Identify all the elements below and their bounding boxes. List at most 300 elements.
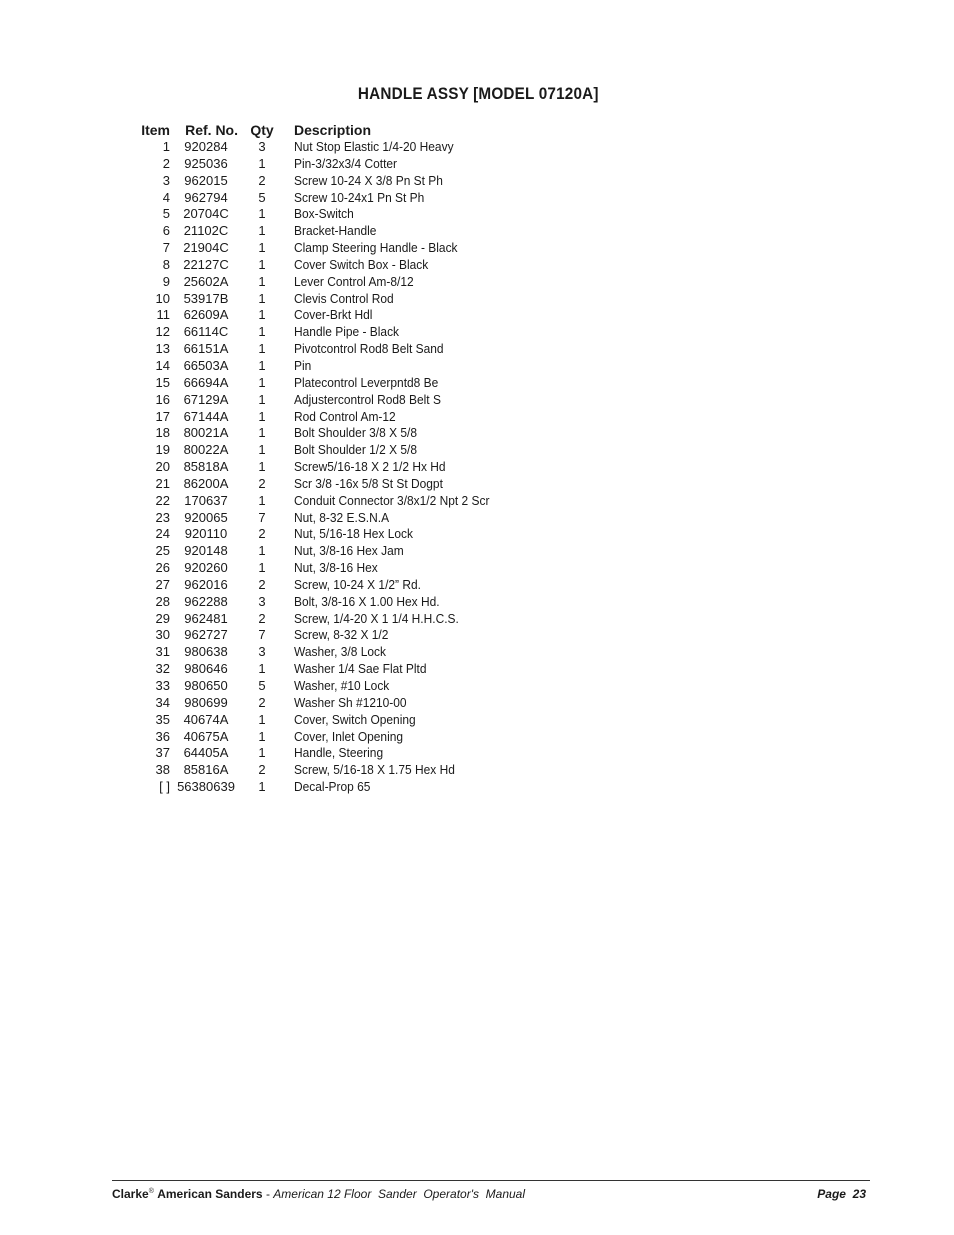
item-number bbox=[120, 476, 170, 493]
description bbox=[286, 543, 506, 560]
ref-number bbox=[170, 712, 238, 729]
footer-divider bbox=[112, 1180, 870, 1181]
quantity bbox=[238, 729, 286, 746]
item-number-text: 3 bbox=[162, 172, 170, 188]
ref-number-text: 85816A bbox=[183, 762, 229, 778]
item-number bbox=[120, 594, 170, 611]
description bbox=[286, 661, 506, 678]
ref-number bbox=[170, 223, 238, 240]
ref-number-text: 40675A bbox=[183, 728, 229, 744]
ref-number-text: 86200A bbox=[183, 475, 229, 491]
quantity bbox=[238, 779, 286, 796]
quantity-text: 1 bbox=[258, 155, 266, 171]
table-row bbox=[120, 375, 506, 392]
item-number-text: 38 bbox=[155, 762, 170, 778]
description bbox=[286, 324, 506, 341]
item-number-text: 15 bbox=[155, 374, 170, 390]
item-number-text: 24 bbox=[155, 526, 170, 542]
footer-credit bbox=[112, 1187, 525, 1201]
item-number bbox=[120, 139, 170, 156]
quantity-text: 1 bbox=[258, 728, 266, 744]
item-number-text: 10 bbox=[155, 290, 170, 306]
parts-table bbox=[120, 121, 506, 796]
table-row bbox=[120, 425, 506, 442]
ref-number-text: 21904C bbox=[183, 240, 229, 256]
ref-number bbox=[170, 678, 238, 695]
description bbox=[286, 577, 506, 594]
ref-number bbox=[170, 661, 238, 678]
ref-number-text: 980646 bbox=[184, 661, 228, 677]
quantity-text: 1 bbox=[258, 442, 266, 458]
table-row bbox=[120, 139, 506, 156]
item-number-text: 37 bbox=[155, 745, 170, 761]
item-number-text: 18 bbox=[155, 425, 170, 441]
quantity bbox=[238, 358, 286, 375]
ref-number-text: 62609A bbox=[183, 307, 229, 323]
description-text: Washer, #10 Lock bbox=[294, 678, 390, 693]
table-row bbox=[120, 493, 506, 510]
ref-number bbox=[170, 409, 238, 426]
ref-number bbox=[170, 425, 238, 442]
quantity-text: 2 bbox=[258, 762, 266, 778]
description-text: Pin bbox=[294, 357, 312, 373]
item-number-text: 20 bbox=[155, 459, 170, 475]
quantity-text: 5 bbox=[258, 189, 266, 205]
quantity-text: 1 bbox=[258, 206, 266, 222]
table-row bbox=[120, 476, 506, 493]
header-qty: Qty bbox=[250, 122, 274, 138]
item-number bbox=[120, 729, 170, 746]
description-text: Cover-Brkt Hdl bbox=[294, 307, 373, 323]
description-text: Screw, 5/16-18 X 1.75 Hex Hd bbox=[294, 762, 455, 778]
item-number bbox=[120, 324, 170, 341]
description bbox=[286, 678, 506, 695]
description-text: Screw, 10-24 X 1/2” Rd. bbox=[294, 576, 421, 592]
quantity-text: 1 bbox=[258, 459, 266, 475]
description bbox=[286, 341, 506, 358]
quantity-text: 1 bbox=[258, 223, 266, 239]
ref-number-text: 920110 bbox=[184, 526, 228, 542]
item-number-text: 12 bbox=[155, 324, 170, 340]
quantity bbox=[238, 223, 286, 240]
quantity bbox=[238, 341, 286, 358]
description-text: Cover, Switch Opening bbox=[294, 711, 416, 727]
description-text: Cover, Inlet Opening bbox=[294, 728, 404, 744]
ref-number-text: 980638 bbox=[184, 644, 228, 660]
description bbox=[286, 779, 506, 796]
ref-number bbox=[170, 560, 238, 577]
item-number-text: 26 bbox=[155, 560, 170, 576]
description-text: Nut, 3/8-16 Hex Jam bbox=[294, 543, 404, 559]
table-row bbox=[120, 779, 506, 796]
quantity-text: 1 bbox=[258, 779, 266, 795]
ref-number bbox=[170, 644, 238, 661]
description bbox=[286, 745, 506, 762]
ref-number-text: 920260 bbox=[184, 560, 228, 576]
description-text: Platecontrol Leverpntd8 Be bbox=[294, 374, 439, 390]
description bbox=[286, 223, 506, 240]
quantity bbox=[238, 594, 286, 611]
description-text: Lever Control Am-8/12 bbox=[294, 273, 414, 289]
item-number-text: 35 bbox=[155, 711, 170, 727]
item-number bbox=[120, 493, 170, 510]
description-text: Bracket-Handle bbox=[294, 223, 377, 239]
item-number-text: 33 bbox=[155, 678, 170, 693]
item-number bbox=[120, 678, 170, 695]
quantity-text: 2 bbox=[258, 610, 266, 626]
ref-number bbox=[170, 257, 238, 274]
item-number bbox=[120, 762, 170, 779]
description bbox=[286, 476, 506, 493]
table-row bbox=[120, 173, 506, 190]
quantity-text: 2 bbox=[258, 475, 266, 491]
table-row bbox=[120, 257, 506, 274]
footer-brand: Clarke bbox=[112, 1187, 149, 1201]
ref-number bbox=[170, 745, 238, 762]
item-number-text: 27 bbox=[155, 576, 170, 592]
ref-number bbox=[170, 156, 238, 173]
description-text: Clamp Steering Handle - Black bbox=[294, 240, 458, 256]
quantity-text: 1 bbox=[258, 391, 266, 407]
item-number-text: 6 bbox=[162, 223, 170, 239]
quantity-text: 2 bbox=[258, 172, 266, 188]
footer-separator: - bbox=[262, 1187, 274, 1201]
item-number-text: 4 bbox=[162, 189, 170, 205]
description bbox=[286, 712, 506, 729]
header-description: Description bbox=[294, 122, 372, 138]
description-text: Nut, 3/8-16 Hex bbox=[294, 560, 378, 576]
description-text: Bolt, 3/8-16 X 1.00 Hex Hd. bbox=[294, 593, 440, 609]
ref-number bbox=[170, 358, 238, 375]
item-number bbox=[120, 291, 170, 308]
footer-manual-title: American 12 Floor Sander Operator's Manual bbox=[273, 1187, 526, 1201]
ref-number bbox=[170, 375, 238, 392]
description-text: Screw, 1/4-20 X 1 1/4 H.H.C.S. bbox=[294, 610, 459, 626]
ref-number bbox=[170, 476, 238, 493]
item-number bbox=[120, 307, 170, 324]
item-number-text: 34 bbox=[155, 694, 170, 710]
table-row bbox=[120, 392, 506, 409]
item-number-text: 7 bbox=[162, 240, 170, 256]
ref-number bbox=[170, 594, 238, 611]
ref-number bbox=[170, 611, 238, 628]
item-number bbox=[120, 274, 170, 291]
description bbox=[286, 156, 506, 173]
description bbox=[286, 274, 506, 291]
ref-number bbox=[170, 341, 238, 358]
description bbox=[286, 375, 506, 392]
quantity bbox=[238, 442, 286, 459]
quantity-text: 7 bbox=[258, 509, 266, 525]
page-footer bbox=[112, 1187, 866, 1201]
ref-number-text: 85818A bbox=[183, 459, 229, 475]
item-number bbox=[120, 358, 170, 375]
quantity bbox=[238, 274, 286, 291]
ref-number-text: 925036 bbox=[184, 155, 228, 171]
description-text: Clevis Control Rod bbox=[294, 290, 394, 306]
item-number bbox=[120, 206, 170, 223]
description bbox=[286, 409, 506, 426]
item-number bbox=[120, 712, 170, 729]
description bbox=[286, 459, 506, 476]
item-number bbox=[120, 190, 170, 207]
table-row bbox=[120, 223, 506, 240]
table-row bbox=[120, 611, 506, 628]
description-text: Decal-Prop 65 bbox=[294, 779, 371, 795]
quantity-text: 1 bbox=[258, 661, 266, 677]
page-number: Page 23 bbox=[817, 1187, 866, 1201]
ref-number-text: 80021A bbox=[183, 425, 229, 441]
quantity-text: 1 bbox=[258, 745, 266, 761]
quantity bbox=[238, 661, 286, 678]
description-text: Handle Pipe - Black bbox=[294, 324, 400, 340]
item-number bbox=[120, 392, 170, 409]
description-text: Washer 1/4 Sae Flat Pltd bbox=[294, 661, 427, 677]
ref-number bbox=[170, 779, 238, 796]
ref-number bbox=[170, 324, 238, 341]
table-header-row bbox=[120, 121, 506, 139]
quantity bbox=[238, 543, 286, 560]
description-text: Adjustercontrol Rod8 Belt S bbox=[294, 391, 441, 407]
ref-number-text: 20704C bbox=[183, 206, 229, 222]
table-row bbox=[120, 712, 506, 729]
quantity bbox=[238, 611, 286, 628]
item-number bbox=[120, 375, 170, 392]
item-number bbox=[120, 425, 170, 442]
table-row bbox=[120, 543, 506, 560]
quantity-text: 1 bbox=[258, 408, 266, 424]
description bbox=[286, 560, 506, 577]
description-text: Screw 10-24x1 Pn St Ph bbox=[294, 189, 425, 205]
item-number-text: 22 bbox=[155, 492, 170, 508]
item-number bbox=[120, 409, 170, 426]
quantity bbox=[238, 392, 286, 409]
description bbox=[286, 526, 506, 543]
registered-mark: ® bbox=[148, 1188, 154, 1195]
ref-number-text: 56380639 bbox=[177, 779, 235, 795]
ref-number bbox=[170, 627, 238, 644]
item-number-text: 11 bbox=[156, 307, 170, 323]
table-row bbox=[120, 190, 506, 207]
item-number-text: 16 bbox=[155, 391, 170, 407]
header-ref-no: Ref. No. bbox=[185, 122, 238, 138]
item-number bbox=[120, 442, 170, 459]
table-row bbox=[120, 409, 506, 426]
description-text: Bolt Shoulder 1/2 X 5/8 bbox=[294, 442, 418, 458]
ref-number-text: 962288 bbox=[184, 593, 228, 609]
item-number-text: 25 bbox=[155, 543, 170, 559]
table-row bbox=[120, 644, 506, 661]
description bbox=[286, 442, 506, 459]
description bbox=[286, 425, 506, 442]
description bbox=[286, 190, 506, 207]
table-row bbox=[120, 206, 506, 223]
ref-number-text: 980699 bbox=[184, 694, 228, 710]
description bbox=[286, 611, 506, 628]
quantity bbox=[238, 291, 286, 308]
ref-number-text: 80022A bbox=[183, 442, 229, 458]
ref-number bbox=[170, 139, 238, 156]
item-number-text: 23 bbox=[155, 509, 170, 525]
quantity-text: 1 bbox=[258, 273, 266, 289]
ref-number bbox=[170, 493, 238, 510]
ref-number-text: 962016 bbox=[184, 576, 228, 592]
table-row bbox=[120, 291, 506, 308]
ref-number-text: 66114C bbox=[183, 324, 229, 340]
quantity-text: 1 bbox=[258, 307, 266, 323]
description bbox=[286, 627, 506, 644]
quantity bbox=[238, 678, 286, 695]
quantity-text: 1 bbox=[258, 425, 266, 441]
quantity-text: 1 bbox=[258, 341, 266, 357]
quantity-text: 1 bbox=[258, 240, 266, 256]
table-row bbox=[120, 274, 506, 291]
description bbox=[286, 358, 506, 375]
table-row bbox=[120, 324, 506, 341]
table-row bbox=[120, 442, 506, 459]
quantity bbox=[238, 627, 286, 644]
quantity-text: 1 bbox=[258, 256, 266, 272]
quantity bbox=[238, 139, 286, 156]
header-item: Item bbox=[141, 122, 170, 138]
item-number-text: 17 bbox=[155, 408, 170, 424]
quantity bbox=[238, 762, 286, 779]
ref-number-text: 66694A bbox=[183, 374, 229, 390]
quantity bbox=[238, 745, 286, 762]
quantity bbox=[238, 644, 286, 661]
quantity bbox=[238, 476, 286, 493]
item-number bbox=[120, 240, 170, 257]
quantity bbox=[238, 409, 286, 426]
quantity bbox=[238, 324, 286, 341]
footer-company: American Sanders bbox=[157, 1187, 263, 1201]
description-text: Cover Switch Box - Black bbox=[294, 256, 429, 272]
table-row bbox=[120, 526, 506, 543]
description bbox=[286, 762, 506, 779]
quantity bbox=[238, 240, 286, 257]
item-number-text: 30 bbox=[155, 627, 170, 643]
ref-number bbox=[170, 543, 238, 560]
description bbox=[286, 173, 506, 190]
item-number-text: [ ] bbox=[159, 779, 170, 795]
quantity bbox=[238, 375, 286, 392]
quantity-text: 1 bbox=[258, 543, 266, 559]
ref-number-text: 53917B bbox=[183, 290, 229, 306]
table-row bbox=[120, 678, 506, 695]
quantity bbox=[238, 493, 286, 510]
description bbox=[286, 644, 506, 661]
quantity-text: 1 bbox=[258, 374, 266, 390]
description bbox=[286, 307, 506, 324]
ref-number-text: 64405A bbox=[183, 745, 229, 761]
description-text: Nut Stop Elastic 1/4-20 Heavy bbox=[294, 139, 454, 154]
table-row bbox=[120, 510, 506, 527]
item-number-text: 5 bbox=[162, 206, 170, 222]
ref-number bbox=[170, 762, 238, 779]
description-text: Screw5/16-18 X 2 1/2 Hx Hd bbox=[294, 459, 446, 475]
ref-number-text: 962481 bbox=[184, 610, 228, 626]
quantity bbox=[238, 173, 286, 190]
quantity-text: 1 bbox=[258, 324, 266, 340]
ref-number bbox=[170, 695, 238, 712]
ref-number-text: 962015 bbox=[184, 172, 228, 188]
quantity-text: 5 bbox=[258, 678, 266, 693]
item-number-text: 36 bbox=[155, 728, 170, 744]
table-row bbox=[120, 156, 506, 173]
description-text: Conduit Connector 3/8x1/2 Npt 2 Scr bbox=[294, 492, 490, 508]
description bbox=[286, 291, 506, 308]
item-number bbox=[120, 661, 170, 678]
description-text: Pin-3/32x3/4 Cotter bbox=[294, 155, 398, 171]
item-number-text: 1 bbox=[162, 139, 170, 154]
item-number bbox=[120, 223, 170, 240]
table-row bbox=[120, 762, 506, 779]
quantity-text: 7 bbox=[258, 627, 266, 643]
quantity-text: 1 bbox=[258, 492, 266, 508]
item-number-text: 9 bbox=[162, 273, 170, 289]
item-number-text: 21 bbox=[155, 475, 170, 491]
quantity-text: 3 bbox=[258, 644, 266, 660]
ref-number bbox=[170, 442, 238, 459]
quantity-text: 3 bbox=[258, 139, 266, 154]
item-number bbox=[120, 611, 170, 628]
table-row bbox=[120, 341, 506, 358]
ref-number bbox=[170, 577, 238, 594]
item-number-text: 29 bbox=[155, 610, 170, 626]
description bbox=[286, 594, 506, 611]
description bbox=[286, 510, 506, 527]
description-text: Bolt Shoulder 3/8 X 5/8 bbox=[294, 425, 418, 441]
description-text: Nut, 5/16-18 Hex Lock bbox=[294, 526, 414, 542]
ref-number-text: 66503A bbox=[183, 357, 229, 373]
page-title: HANDLE ASSY [MODEL 07120A] bbox=[357, 84, 599, 103]
ref-number-text: 22127C bbox=[183, 256, 229, 272]
quantity bbox=[238, 510, 286, 527]
item-number-text: 28 bbox=[155, 593, 170, 609]
quantity-text: 1 bbox=[258, 357, 266, 373]
ref-number bbox=[170, 240, 238, 257]
ref-number bbox=[170, 206, 238, 223]
item-number bbox=[120, 510, 170, 527]
table-row bbox=[120, 577, 506, 594]
table-row bbox=[120, 729, 506, 746]
quantity-text: 2 bbox=[258, 576, 266, 592]
ref-number-text: 21102C bbox=[183, 223, 229, 239]
ref-number bbox=[170, 291, 238, 308]
item-number bbox=[120, 543, 170, 560]
ref-number-text: 962794 bbox=[184, 189, 228, 205]
ref-number bbox=[170, 274, 238, 291]
item-number-text: 32 bbox=[155, 661, 170, 677]
item-number bbox=[120, 560, 170, 577]
ref-number-text: 66151A bbox=[183, 341, 229, 357]
description bbox=[286, 139, 506, 156]
quantity-text: 1 bbox=[258, 290, 266, 306]
item-number bbox=[120, 257, 170, 274]
description bbox=[286, 493, 506, 510]
item-number bbox=[120, 644, 170, 661]
quantity-text: 2 bbox=[258, 526, 266, 542]
quantity bbox=[238, 257, 286, 274]
ref-number-text: 962727 bbox=[184, 627, 228, 643]
item-number bbox=[120, 627, 170, 644]
table-row bbox=[120, 459, 506, 476]
ref-number bbox=[170, 729, 238, 746]
description-text: Washer Sh #1210-00 bbox=[294, 694, 407, 710]
item-number bbox=[120, 577, 170, 594]
description-text: Handle, Steering bbox=[294, 745, 384, 761]
ref-number-text: 25602A bbox=[183, 273, 229, 289]
